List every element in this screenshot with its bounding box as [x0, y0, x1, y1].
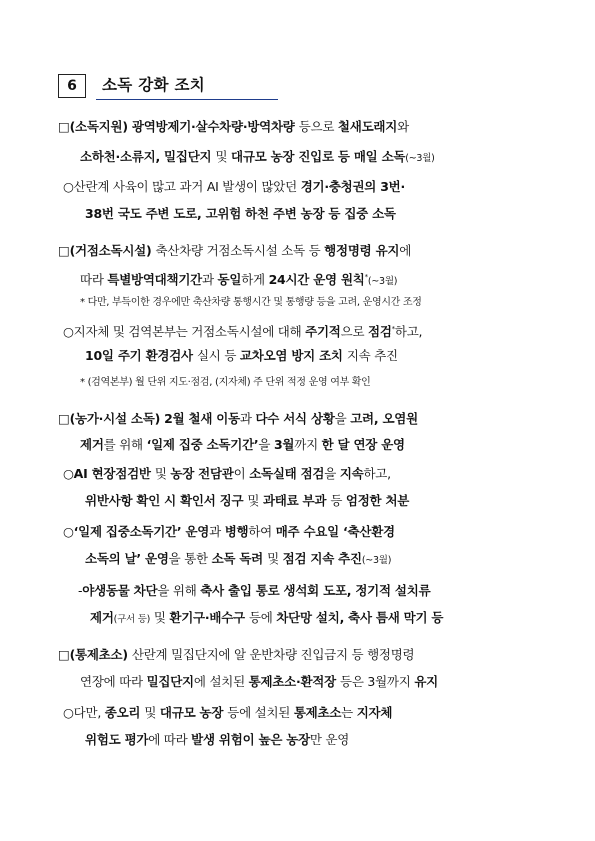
note-operating-hours [80, 294, 538, 312]
sub-weekly-disinfection-day [63, 523, 538, 541]
text-run: 등은 3월까지 [340, 674, 415, 689]
text-run: 38번 국도 주변 도로, 고위험 하천 주변 농장 등 집중 소독 [85, 206, 396, 221]
text-run: 및 [154, 466, 171, 481]
text-run: 행정명령 유지 [324, 243, 400, 258]
sub-periodic-inspection-cont [85, 347, 538, 365]
text-run: 지속 추진 [346, 348, 398, 363]
text-run: (거점소독시설) [69, 243, 156, 258]
text-run: 통제초소·환적장 [248, 674, 341, 689]
text-run: 한 달 연장 운영 [321, 437, 405, 452]
footnote-marker: * [364, 273, 368, 281]
text-run: * 다만, 부득이한 경우에만 축산차량 통행시간 및 통행량 등을 고려, 운영시간 조정 [80, 297, 422, 308]
text-run: 유지 [414, 674, 438, 689]
text-run: 하여 [248, 524, 276, 539]
text-run: 대규모 농장 진입로 등 매일 소독 [231, 149, 406, 164]
text-run: 으로 [340, 324, 368, 340]
text-run: 10일 주기 환경검사 [85, 348, 197, 363]
text-run: 및 [215, 149, 232, 164]
sub-field-inspection-cont [85, 492, 538, 510]
item-wildlife-block-cont [90, 609, 538, 629]
item-wildlife-block [78, 582, 538, 600]
text-run: 교차오염 방지 조치 [239, 348, 347, 363]
text-run: 하게 [241, 272, 269, 288]
text-run: 하고, [394, 324, 423, 340]
text-run: 산란계 밀집단지에 알 운반차량 진입금지 등 행정명령 [131, 647, 415, 662]
text-run: 엄정한 처분 [345, 493, 410, 508]
sub-layer-hens-area-cont [85, 205, 538, 223]
text-run: 에 설치된 [193, 674, 249, 689]
text-run: 고려, 오염원 [350, 411, 418, 426]
sub-weekly-disinfection-day-cont [85, 550, 538, 570]
text-run: ‘일제 집중 소독기간’ [146, 437, 259, 452]
bullet-marker: ○ [63, 324, 74, 340]
section-number: 6 [58, 74, 86, 98]
sub-layer-hens-area [63, 178, 538, 196]
text-run: 까지 [294, 437, 322, 452]
text-run: 실시 등 [196, 348, 240, 363]
text-run: 및 [247, 493, 263, 508]
text-run: 주기적 [305, 324, 341, 340]
text-run: (~3월) [405, 153, 435, 164]
footnote-marker: * [391, 325, 395, 333]
text-run: 소독실태 점검 [249, 466, 325, 481]
text-run: 을 [258, 437, 274, 452]
bullet-marker: □ [58, 119, 70, 134]
text-run: (소독지원) 광역방제기·살수차량·방역차량 [69, 119, 299, 134]
sub-field-inspection [63, 465, 538, 483]
text-run: 과 [209, 524, 225, 539]
para-disinfection-support [58, 118, 538, 136]
text-run: 지자체 [356, 705, 393, 720]
para-farm-disinfection [58, 410, 538, 428]
bullet-marker: ○ [63, 705, 74, 720]
text-run: 지속 [339, 466, 364, 481]
text-run: 과 [239, 411, 256, 426]
text-run: 는 [341, 705, 357, 720]
text-run: * (검역본부) 월 단위 지도·점검, (지자체) 주 단위 적정 운영 여부 확인 [80, 377, 371, 388]
bullet-marker: □ [58, 647, 70, 662]
text-run: 차단망 설치, 축사 틈새 막기 등 [276, 610, 444, 625]
text-run: 야생동물 차단 [82, 583, 158, 598]
text-run: 제거 [80, 437, 104, 452]
text-run: 이 [233, 466, 250, 481]
text-run: 종오리 [104, 705, 145, 720]
text-run: 축사 출입 통로 생석회 도포, 정기적 설치류 [200, 583, 431, 598]
para-control-posts-cont [80, 673, 538, 691]
text-run: (농가·시설 소독) 2월 철새 이동 [69, 411, 240, 426]
text-run: 점검 지속 추진 [282, 551, 362, 566]
text-run: 환기구·배수구 [169, 610, 249, 625]
text-run: 위험도 평가 [85, 732, 149, 747]
para-base-disinfection-cont [80, 268, 538, 291]
para-base-disinfection [58, 242, 538, 260]
text-run: 소하천·소류지, 밀집단지 [80, 149, 216, 164]
text-run: ‘일제 집중소독기간’ 운영 [73, 524, 210, 539]
bullet-marker: ○ [63, 179, 74, 194]
text-run: (통제초소) [69, 647, 132, 662]
text-run: 하고, [363, 466, 391, 481]
text-run: 통제초소 [293, 705, 342, 720]
text-run: 위반사항 확인 시 확인서 징구 [85, 493, 248, 508]
text-run: 축산차량 거점소독시설 소독 등 [155, 243, 325, 258]
text-run: 및 [144, 705, 160, 720]
text-run: 따라 [80, 272, 108, 288]
text-run: 및 [267, 551, 283, 566]
text-run: 를 위해 [103, 437, 147, 452]
text-run: 병행 [224, 524, 249, 539]
text-run: 동일 [217, 272, 242, 288]
sub-periodic-inspection [63, 320, 538, 341]
para-control-posts [58, 646, 538, 664]
text-run: 지자체 및 검역본부는 거점소독시설에 대해 [73, 324, 306, 340]
bullet-marker: □ [58, 243, 70, 258]
text-run: 에 따라 [148, 732, 192, 747]
text-run: 과 [201, 272, 218, 288]
bullet-marker: ○ [63, 524, 74, 539]
text-run: 소독의 날’ 운영 [85, 551, 169, 566]
para-farm-disinfection-cont [80, 436, 538, 454]
text-run: 대규모 농장 [159, 705, 228, 720]
bullet-marker: ○ [63, 466, 74, 481]
text-run: 을 [334, 411, 351, 426]
text-run: 을 통한 [168, 551, 212, 566]
text-run: 및 [150, 610, 170, 625]
text-run: (~3월) [367, 276, 398, 288]
sub-risk-assessment-cont [85, 731, 538, 749]
text-run: 와 [397, 119, 409, 134]
text-run: 등에 [248, 610, 277, 625]
text-run: 제거 [90, 610, 114, 625]
bullet-marker: - [78, 583, 83, 598]
text-run: 다수 서식 상황 [255, 411, 335, 426]
text-run: (구서 등) [113, 614, 151, 625]
para-disinfection-support-cont [80, 148, 538, 168]
text-run: 발생 위험이 높은 농장 [191, 732, 310, 747]
text-run: 연장에 따라 [80, 674, 147, 689]
sub-risk-assessment [63, 704, 538, 722]
text-run: 24시간 운영 원칙 [268, 272, 365, 288]
text-run: 농장 전담관 [170, 466, 234, 481]
text-run: 소독 독려 [211, 551, 268, 566]
text-run: 등으로 [298, 119, 338, 134]
text-run: 밀집단지 [146, 674, 194, 689]
text-run: 등 [330, 493, 346, 508]
text-run: 등에 설치된 [227, 705, 294, 720]
text-run: 산란계 사육이 많고 과거 AI 발생이 많았던 [73, 179, 301, 194]
text-run: AI 현장점검반 [73, 466, 155, 481]
text-run: 특별방역대책기간 [107, 272, 202, 288]
section-header [58, 74, 280, 102]
text-run: 매주 수요일 ‘축산환경 [275, 524, 395, 539]
note-inspection-units [80, 374, 538, 392]
text-run: 철새도래지 [337, 119, 398, 134]
text-run: 점검 [368, 324, 392, 340]
text-run: 을 위해 [157, 583, 201, 598]
text-run: 다만, [73, 705, 105, 720]
text-run: 경기·충청권의 3번· [300, 179, 406, 194]
text-run: (~3월) [361, 555, 392, 566]
text-run: 과태료 부과 [262, 493, 331, 508]
text-run: 3월 [273, 437, 295, 452]
bullet-marker: □ [58, 411, 70, 426]
text-run: 을 [324, 466, 340, 481]
section-title: 소독 강화 조치 [96, 74, 278, 100]
text-run: 에 [399, 243, 412, 258]
text-run: 만 운영 [309, 732, 350, 747]
